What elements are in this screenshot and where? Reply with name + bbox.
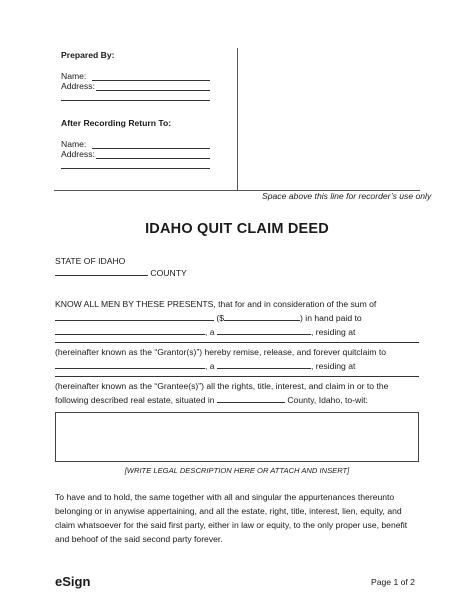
property-line-1: (hereinafter known as the “Grantee(s)”) all the rights, title, interest, and claim in or to the: [55, 381, 389, 391]
grantee-status-field[interactable]: [217, 359, 311, 369]
habendum-line: and behoof of the said second party forever.: [55, 534, 223, 544]
grantor-address-field[interactable]: [55, 342, 419, 343]
consideration-clause: [55, 297, 376, 339]
grantor-residing-text: , residing at: [310, 327, 356, 337]
legal-description-box[interactable]: [55, 412, 419, 462]
return-address-field-2[interactable]: [61, 168, 210, 169]
return-name-field[interactable]: [92, 148, 210, 149]
return-address-label: Address:: [61, 149, 95, 159]
grantee-name-field[interactable]: [55, 359, 205, 369]
consideration-line-1: KNOW ALL MEN BY THESE PRESENTS, that for and in consideration of the sum of: [55, 299, 377, 309]
property-line-2: [55, 393, 388, 407]
preparer-name-label: Name:: [61, 71, 87, 81]
county-name-field[interactable]: [55, 266, 148, 276]
grantor-name-field[interactable]: [55, 325, 205, 335]
legal-description-caption: [WRITE LEGAL DESCRIPTION HERE OR ATTACH AND INSERT]: [124, 466, 350, 475]
grant-line-2: [55, 359, 386, 373]
dollar-open: ($: [216, 313, 225, 323]
recorder-divider-vertical: [237, 48, 238, 190]
return-name-label: Name:: [61, 139, 87, 149]
esign-logo: eSign: [55, 574, 91, 589]
consideration-amount-field[interactable]: [224, 311, 300, 321]
habendum-line: To have and to hold, the same together with all and singular the appurtenances thereunto: [55, 492, 395, 502]
grantee-address-field[interactable]: [55, 376, 419, 377]
return-to-label: After Recording Return To:: [61, 118, 172, 128]
paid-to-text: ) in hand paid to: [300, 313, 362, 323]
habendum-line: claim whatsoever for the said first party, either in law or equity, to the only proper use, benefit: [55, 520, 408, 530]
county-label: COUNTY: [150, 268, 187, 278]
recorder-note: Space above this line for recorder’s use only: [262, 191, 432, 201]
page-number: Page 1 of 2: [371, 577, 415, 587]
prepared-by-label: Prepared By:: [61, 50, 115, 60]
preparer-address-field[interactable]: [96, 90, 210, 91]
preparer-address-label: Address:: [61, 81, 95, 91]
grant-clause: [55, 345, 386, 373]
situated-in-text: following described real estate, situated in: [55, 395, 215, 405]
grant-line-1: (hereinafter known as the “Grantor(s)”) hereby remise, release, and forever quitclaim to: [55, 347, 386, 357]
habendum-line: belonging or in anywise appertaining, and all the estate, right, title, interest, lien, equity, and: [55, 506, 402, 516]
grantor-a-text: , a: [205, 327, 215, 337]
preparer-name-field[interactable]: [92, 80, 210, 81]
consideration-line-2: [55, 311, 376, 325]
state-label: STATE OF IDAHO: [55, 256, 126, 266]
property-clause: [55, 379, 388, 407]
consideration-words-field[interactable]: [55, 311, 214, 321]
habendum-clause: [55, 490, 407, 546]
grantee-a-text: , a: [205, 361, 215, 371]
grantor-status-field[interactable]: [217, 325, 311, 335]
property-county-field[interactable]: [217, 393, 285, 403]
grantee-residing-text: , residing at: [310, 361, 356, 371]
return-address-field[interactable]: [96, 158, 210, 159]
county-line: [55, 266, 187, 278]
document-title: IDAHO QUIT CLAIM DEED: [145, 221, 329, 237]
preparer-address-field-2[interactable]: [61, 100, 210, 101]
county-idaho-text: County, Idaho, to-wit:: [287, 395, 368, 405]
consideration-line-3: [55, 325, 376, 339]
